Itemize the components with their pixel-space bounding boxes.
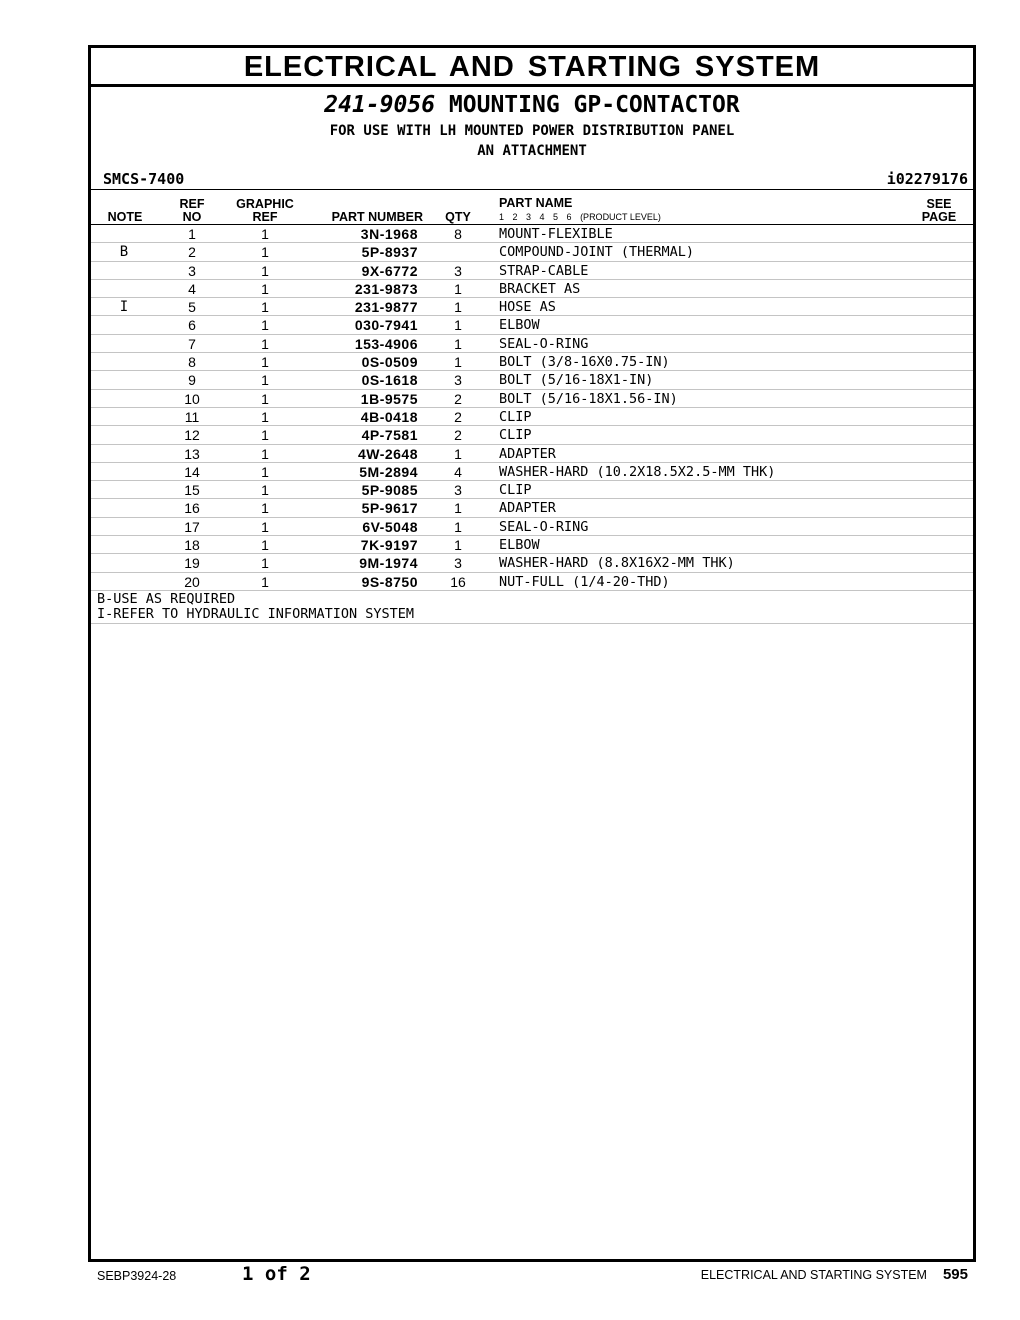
part-name: MOUNT-FLEXIBLE xyxy=(499,226,613,242)
quantity: 8 xyxy=(454,226,462,242)
ref-number: 14 xyxy=(184,463,200,480)
quantity: 1 xyxy=(454,500,462,517)
table-row xyxy=(91,353,973,371)
quantity: 1 xyxy=(454,537,462,554)
ref-number: 4 xyxy=(188,280,196,297)
product-levels xyxy=(499,212,661,222)
part-name: SEAL-O-RING xyxy=(499,335,589,352)
header-divider xyxy=(91,189,973,190)
quantity: 2 xyxy=(454,408,462,425)
quantity: 1 xyxy=(454,335,462,352)
table-row xyxy=(91,463,973,481)
part-name: ADAPTER xyxy=(499,500,556,517)
part-name: WASHER-HARD (8.8X16X2-MM THK) xyxy=(499,555,735,572)
table-row xyxy=(91,481,973,499)
part-number: 9X-6772 xyxy=(361,262,418,279)
table-row xyxy=(91,225,973,243)
part-name: HOSE AS xyxy=(499,299,556,316)
graphic-ref: 1 xyxy=(261,518,269,535)
ref-number: 18 xyxy=(184,537,200,554)
subtitle-attachment: AN ATTACHMENT xyxy=(477,143,587,159)
part-name: BOLT (5/16-18X1-IN) xyxy=(499,372,654,389)
section-title: ELECTRICAL AND STARTING SYSTEM xyxy=(91,48,973,87)
table-row xyxy=(91,390,973,408)
ref-number: 13 xyxy=(184,445,200,462)
part-name: CLIP xyxy=(499,427,532,444)
part-number: 5P-9617 xyxy=(361,500,418,517)
graphic-ref: 1 xyxy=(261,390,269,407)
ref-number: 15 xyxy=(184,482,200,499)
part-name: CLIP xyxy=(499,408,532,425)
assembly-number: 241-9056 xyxy=(324,92,436,118)
part-note: B xyxy=(119,244,129,261)
part-number: 4B-0418 xyxy=(360,408,418,425)
graphic-ref: 1 xyxy=(261,463,269,480)
col-header-part-number: PART NUMBER xyxy=(331,210,423,224)
table-row xyxy=(91,426,973,444)
ref-number: 17 xyxy=(184,518,200,535)
ref-number: 16 xyxy=(184,500,200,517)
quantity: 1 xyxy=(454,299,462,316)
col-header-see-top: SEE xyxy=(926,197,952,211)
graphic-ref: 1 xyxy=(261,280,269,297)
ref-number: 3 xyxy=(188,262,196,279)
col-header-ref-top: REF xyxy=(179,197,205,211)
ref-number: 9 xyxy=(188,372,196,389)
graphic-ref: 1 xyxy=(261,317,269,334)
part-number: 5M-2894 xyxy=(359,463,418,480)
part-name: BOLT (5/16-18X1.56-IN) xyxy=(499,390,678,407)
assembly-heading xyxy=(91,92,973,118)
graphic-ref: 1 xyxy=(261,537,269,554)
table-row xyxy=(91,298,973,316)
part-name: COMPOUND-JOINT (THERMAL) xyxy=(499,244,695,261)
note-b: B-USE AS REQUIRED xyxy=(97,590,236,607)
part-number: 0S-1618 xyxy=(361,372,418,389)
ref-number: 1 xyxy=(188,226,196,242)
col-header-graphic-bottom: REF xyxy=(252,210,278,224)
table-row xyxy=(91,280,973,298)
quantity: 2 xyxy=(454,390,462,407)
col-header-graphic-ref xyxy=(227,198,303,224)
col-header-note: NOTE xyxy=(107,210,143,224)
table-row xyxy=(91,499,973,517)
footer-section xyxy=(701,1266,968,1283)
assembly-name: MOUNTING GP-CONTACTOR xyxy=(448,92,740,118)
quantity: 3 xyxy=(454,372,462,389)
ref-number: 20 xyxy=(184,573,200,590)
quantity: 3 xyxy=(454,482,462,499)
part-name: ELBOW xyxy=(499,537,540,554)
graphic-ref: 1 xyxy=(261,244,269,261)
illustration-id: i02279176 xyxy=(886,170,968,188)
part-number: 1B-9575 xyxy=(360,390,418,407)
graphic-ref: 1 xyxy=(261,408,269,425)
table-row xyxy=(91,335,973,353)
part-number: 030-7941 xyxy=(354,317,418,334)
footer-page-number: 595 xyxy=(942,1266,968,1283)
col-header-see-page xyxy=(917,198,961,224)
graphic-ref: 1 xyxy=(261,299,269,316)
notes-block xyxy=(91,591,973,624)
graphic-ref: 1 xyxy=(261,482,269,499)
col-header-ref-bottom: NO xyxy=(182,210,202,224)
col-header-see-bottom: PAGE xyxy=(921,210,957,224)
ref-number: 6 xyxy=(188,317,196,334)
col-header-ref xyxy=(173,198,211,224)
part-number: 4P-7581 xyxy=(361,427,418,444)
table-row xyxy=(91,518,973,536)
product-level-label: (PRODUCT LEVEL) xyxy=(580,212,661,222)
table-row xyxy=(91,445,973,463)
col-header-part-name: PART NAME xyxy=(499,196,573,210)
table-row xyxy=(91,262,973,280)
graphic-ref: 1 xyxy=(261,354,269,371)
part-number: 0S-0509 xyxy=(361,354,418,371)
part-number: 6V-5048 xyxy=(362,518,418,535)
part-number: 231-9877 xyxy=(354,299,418,316)
table-row xyxy=(91,536,973,554)
graphic-ref: 1 xyxy=(261,500,269,517)
col-header-graphic-top: GRAPHIC xyxy=(236,197,294,211)
part-name: CLIP xyxy=(499,482,532,499)
table-row xyxy=(91,371,973,389)
quantity: 1 xyxy=(454,317,462,334)
quantity: 16 xyxy=(450,573,466,590)
graphic-ref: 1 xyxy=(261,226,269,242)
ref-number: 2 xyxy=(188,244,196,261)
part-name: WASHER-HARD (10.2X18.5X2.5-MM THK) xyxy=(499,463,776,480)
ref-number: 11 xyxy=(184,408,200,425)
page-of-count: 1 of 2 xyxy=(242,1263,311,1285)
part-number: 231-9873 xyxy=(354,280,418,297)
graphic-ref: 1 xyxy=(261,555,269,572)
part-name: BRACKET AS xyxy=(499,280,581,297)
part-name: ELBOW xyxy=(499,317,540,334)
table-row xyxy=(91,408,973,426)
quantity: 4 xyxy=(454,463,462,480)
part-name: SEAL-O-RING xyxy=(499,518,589,535)
graphic-ref: 1 xyxy=(261,372,269,389)
part-name: BOLT (3/8-16X0.75-IN) xyxy=(499,354,670,371)
part-number: 9S-8750 xyxy=(361,573,418,590)
graphic-ref: 1 xyxy=(261,427,269,444)
quantity: 3 xyxy=(454,555,462,572)
graphic-ref: 1 xyxy=(261,335,269,352)
quantity: 3 xyxy=(454,262,462,279)
part-number: 3N-1968 xyxy=(360,226,418,242)
subtitle-usage: FOR USE WITH LH MOUNTED POWER DISTRIBUTION PANEL xyxy=(329,123,735,139)
part-number: 153-4906 xyxy=(354,335,418,352)
quantity: 1 xyxy=(454,280,462,297)
quantity: 1 xyxy=(454,518,462,535)
table-row xyxy=(91,243,973,261)
table-row xyxy=(91,573,973,591)
graphic-ref: 1 xyxy=(261,445,269,462)
quantity: 1 xyxy=(454,354,462,371)
note-i: I-REFER TO HYDRAULIC INFORMATION SYSTEM xyxy=(97,605,414,622)
parts-table xyxy=(91,224,973,624)
ref-number: 8 xyxy=(188,354,196,371)
part-name: NUT-FULL (1/4-20-THD) xyxy=(499,573,670,590)
part-number: 5P-8937 xyxy=(361,244,418,261)
graphic-ref: 1 xyxy=(261,262,269,279)
part-name: ADAPTER xyxy=(499,445,556,462)
ref-number: 5 xyxy=(188,299,196,316)
ref-number: 10 xyxy=(184,390,200,407)
product-level-numbers: 1 2 3 4 5 6 xyxy=(499,212,572,222)
part-number: 7K-9197 xyxy=(360,537,418,554)
document-id: SEBP3924-28 xyxy=(97,1269,177,1283)
quantity: 2 xyxy=(454,427,462,444)
footer-section-title: ELECTRICAL AND STARTING SYSTEM xyxy=(700,1268,927,1282)
part-number: 9M-1974 xyxy=(359,555,418,572)
table-row xyxy=(91,554,973,572)
ref-number: 12 xyxy=(184,427,200,444)
part-name: STRAP-CABLE xyxy=(499,262,589,279)
quantity: 1 xyxy=(454,445,462,462)
graphic-ref: 1 xyxy=(261,573,269,590)
smcs-code: SMCS-7400 xyxy=(103,170,185,188)
part-note: I xyxy=(119,299,129,316)
parts-page-frame xyxy=(88,45,976,1262)
ref-number: 19 xyxy=(184,555,200,572)
part-number: 5P-9085 xyxy=(361,482,418,499)
col-header-qty: QTY xyxy=(445,210,471,224)
part-number: 4W-2648 xyxy=(357,445,418,462)
table-row xyxy=(91,316,973,334)
ref-number: 7 xyxy=(188,335,196,352)
